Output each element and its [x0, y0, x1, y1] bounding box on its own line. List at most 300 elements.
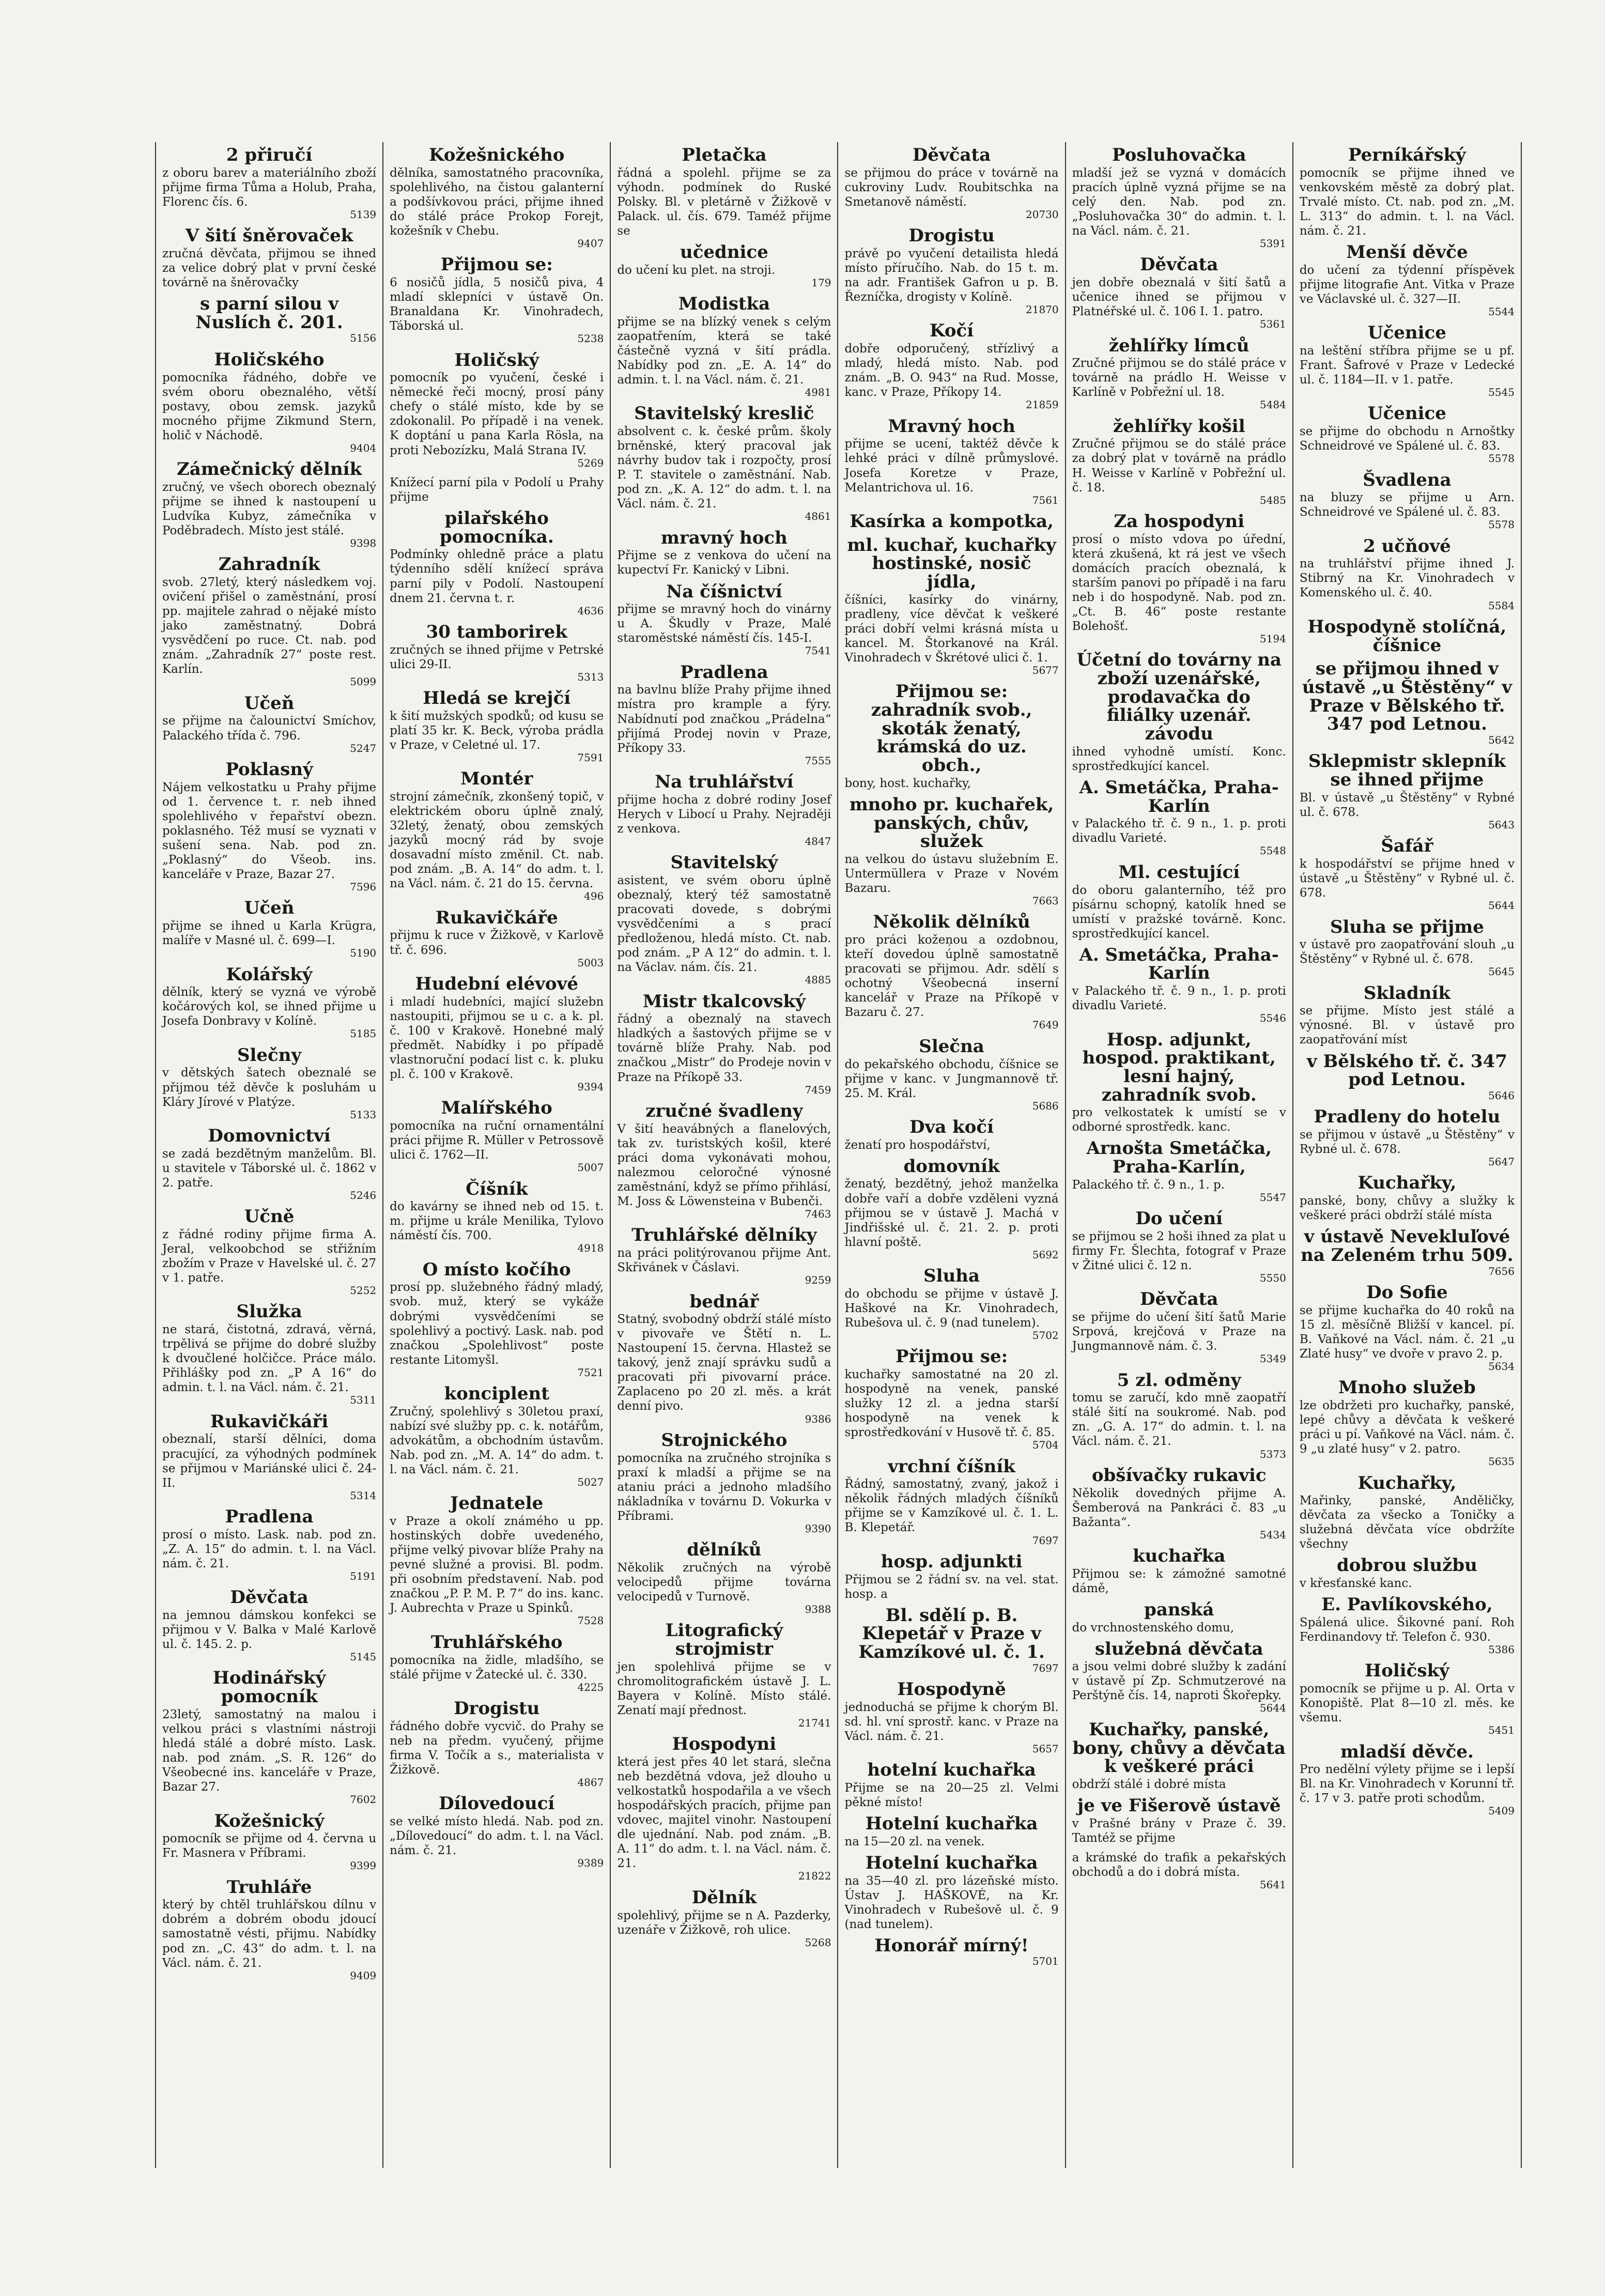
- classified-ad: [1300, 1379, 1515, 1468]
- ad-code: 4847: [805, 835, 831, 847]
- classified-ad: [844, 1553, 1058, 1601]
- classified-ad: [1072, 146, 1286, 250]
- ad-code: 5268: [805, 1936, 831, 1949]
- ad-text: Zručný, spolehlivý s 30letou praxí, nabízí své služby pp. c. k. notářům, advokátům, a obchodním ústavům. Nab. pod zn. „M. A. 14“ do adm. t. l. na Václ. nám. č. 21.: [390, 1405, 604, 1476]
- ad-heading: Truhlářského: [430, 1631, 563, 1653]
- ad-code: 5547: [1259, 1191, 1286, 1204]
- ad-text: Přijmou se: k zámožné samotné dámě,: [1072, 1567, 1286, 1595]
- ad-text: mladší jež se vyzná v domácích pracích úplně vyzná přijme se na celý den. Nab. pod zn. „Posluhovačka 30“ do admin. t. l. na Václ. nám. č. 21.: [1072, 166, 1286, 238]
- ad-text: dělník, který se vyzná ve výrobě kočárových kol, se ihned přijme u Josefa Donbravy v Kolíně.: [162, 985, 377, 1028]
- ad-heading: Kuchařky,: [1357, 1173, 1457, 1194]
- classified-ad: [162, 1508, 376, 1582]
- classified-ad: [617, 1431, 831, 1535]
- newspaper-classifieds-page: [155, 142, 1522, 2168]
- classified-ad: [844, 1937, 1058, 1968]
- classified-column-5: [1066, 142, 1293, 2168]
- ad-heading: A. Smetáčka, Praha-Karlín: [1079, 944, 1279, 984]
- ad-code: 5003: [577, 956, 604, 969]
- ad-heading: se přijmou ihned v ústavě „u Štěstěny“ v Praze v Bělského tř. 347 pod Letnou.: [1302, 658, 1512, 735]
- ad-heading: s parní silou v Nuslích č. 201.: [195, 294, 343, 333]
- classified-ad: [1300, 1474, 1515, 1552]
- classified-ad: [162, 1413, 376, 1502]
- ad-heading: konciplent: [444, 1383, 549, 1405]
- ad-heading: Sluha: [923, 1266, 980, 1287]
- ad-heading: Modistka: [678, 294, 770, 315]
- classified-ad: [390, 1700, 604, 1789]
- ad-code: 7561: [1032, 494, 1059, 506]
- ad-code: 5007: [577, 1161, 604, 1174]
- ad-text: Pro nedělní výlety přijme se i lepší Bl. na Kr. Vinohradech v Korunní tř. č. 17 v 3. patře proti schodům.: [1299, 1763, 1515, 1806]
- classified-ad: [844, 1267, 1058, 1342]
- ad-code: 7596: [350, 880, 377, 893]
- ad-heading: Švadlena: [1363, 469, 1452, 490]
- ad-heading: Dělník: [691, 1887, 757, 1908]
- ad-code: 179: [811, 276, 831, 289]
- classified-ad: [1300, 1557, 1515, 1591]
- ad-code: 5139: [350, 208, 377, 221]
- classified-ad: [390, 256, 604, 345]
- ad-heading: Ml. cestující: [1118, 861, 1240, 883]
- ad-heading: Hosp. adjunkt, hospod. praktikant, lesní hajný, zahradník svob.: [1082, 1029, 1276, 1105]
- classified-ad: [1300, 837, 1515, 912]
- classified-ad: [844, 415, 1059, 506]
- classified-ad: [1072, 1547, 1286, 1596]
- ad-text: pomocník se přijme u p. Al. Orta v Konopiště. Plat 8—10 zl. měs. ke všemu.: [1299, 1682, 1515, 1725]
- ad-text: na velkou do ústavu služebním E. Untermüllera v Praze v Novém Bazaru.: [844, 852, 1059, 896]
- ad-heading: Hledá se krejčí: [423, 688, 571, 709]
- classified-ad: [162, 1812, 376, 1872]
- classified-ad: [617, 1889, 831, 1949]
- ad-text: jen dobře obeznalá v šití šatů a učenice ihned se přijmou v Platnéřské ul. č. 106 I. 1. patro.: [1072, 276, 1286, 319]
- classified-ad: [1072, 256, 1286, 330]
- ad-code: 9409: [350, 1969, 377, 1982]
- ad-heading: Malířského: [441, 1098, 552, 1119]
- classified-ad: [844, 227, 1058, 316]
- ad-heading: Dílovedoucí: [439, 1793, 555, 1814]
- ad-heading: Slečny: [237, 1044, 302, 1066]
- classified-ad: [162, 761, 376, 893]
- ad-heading: zručné švadleny: [645, 1100, 803, 1121]
- classified-ad: [1072, 1851, 1286, 1891]
- ad-heading: Arnošta Smetáčka, Praha-Karlín,: [1086, 1138, 1272, 1178]
- classified-ad: [617, 854, 831, 986]
- classified-ad: [617, 529, 831, 578]
- ad-text: Přijme se na 20—25 zl. Velmi pěkné místo!: [844, 1781, 1059, 1810]
- classified-ad: [162, 1303, 376, 1406]
- ad-text: z řádné rodiny přijme firma A. Jeral, velkoobchod se střižním zbožím v Praze v Havelské ul. č. 27 v 1. patře.: [162, 1227, 377, 1285]
- classified-ad: [162, 1046, 376, 1121]
- ad-text: kuchařky samostatné na 20 zl. hospodyně na venek, panské služky 12 zl. a jedna starší hospodyně na venek k sprostředkování v Husově tř. č. 85.: [844, 1368, 1059, 1440]
- ad-heading: učednice: [680, 241, 768, 263]
- classified-ad: [844, 146, 1058, 221]
- ad-heading: bednář: [689, 1291, 759, 1312]
- ad-text: z oboru barev a materiálního zboží přijme firma Tůma a Holub, Praha, Florenc čís. 6.: [162, 166, 377, 209]
- ad-heading: Truhláře: [226, 1876, 312, 1898]
- ad-heading: Učenice: [1367, 403, 1446, 424]
- ad-code: 9389: [577, 1857, 604, 1870]
- ad-code: 5247: [350, 742, 377, 754]
- classified-ad: [1072, 946, 1286, 1025]
- classified-ad: [617, 295, 831, 398]
- ad-heading: Do Sofie: [1366, 1282, 1448, 1303]
- classified-ad: [390, 623, 604, 683]
- ad-text: do obchodu se přijme v ústavě J. Haškové na Kr. Vinohradech, Rubešova ul. č. 9 (nad tunelem).: [844, 1287, 1059, 1330]
- ad-heading: Učeň: [244, 692, 295, 714]
- classified-ad: [617, 583, 831, 657]
- ad-heading: Zámečnický dělník: [176, 459, 362, 480]
- ad-text: 23letý, samostatný na malou i velkou práci s vlastními nástroji hledá stálé a dobré místo. Lask. nab. pod znám. „S. R. 126“ do Všeobecné ins. kanceláře v Praze, Bazar 27.: [162, 1707, 377, 1794]
- ad-code: 5704: [1032, 1439, 1059, 1452]
- ad-text: přijme hocha z dobré rodiny Josef Herych v Libocí u Prahy. Nejraději z venkova.: [617, 793, 831, 836]
- ad-heading: Služka: [236, 1301, 302, 1322]
- ad-text: ženatý, bezdětný, jehož manželka dobře vaří a dobře vzděleni vyzná přijmou se v ústavě J. Machá v Jindřišské ul. č. 21. 2. p. proti hlavní poště.: [844, 1177, 1059, 1249]
- ad-code: 9399: [350, 1859, 377, 1872]
- ad-text: ihned vyhodně umístí. Konc. sprostředkující kancel.: [1072, 745, 1286, 773]
- classified-ad: [1300, 243, 1515, 318]
- ad-text: přijme se mravný hoch do vinárny u A. Škudly v Praze, Malé staroměstské náměstí čís. 145-I.: [617, 603, 831, 645]
- classified-ad: [844, 1681, 1058, 1755]
- ad-heading: v ústavě Nevekluľové na Zeleném trhu 509.: [1301, 1226, 1514, 1266]
- ad-text: lze obdržeti pro kuchařky, panské, lepé chůvy a děvčata k veškeré práci u pí. Vaňkové na Václ. nám. č. 9 „u zlaté husy“ v 2. patro.: [1299, 1398, 1515, 1456]
- ad-code: 5635: [1488, 1455, 1515, 1468]
- ad-code: 21741: [798, 1717, 831, 1729]
- ad-text: na práci politýrovanou přijme Ant. Skřivánek v Čáslavi.: [617, 1246, 831, 1275]
- ad-heading: Přijmou se:: [440, 254, 553, 275]
- ad-heading: E. Pavlíkovského,: [1321, 1594, 1493, 1615]
- ad-heading: Rukavičkáři: [210, 1411, 329, 1432]
- ad-code: 5647: [1488, 1155, 1515, 1168]
- ad-text: se přijmou se 2 hoši ihned za plat u firmy Fr. Šlechta, fotograf v Praze v Žitné ulici č. 12 n.: [1072, 1229, 1286, 1272]
- ad-text: prosí o místo. Lask. nab. pod zn. „Z. A. 15“ do admin. t. l. na Václ. nám. č. 21.: [162, 1528, 377, 1570]
- classified-ad: [844, 1854, 1058, 1932]
- ad-code: 5578: [1488, 518, 1515, 531]
- ad-text: se velké místo hledá. Nab. pod zn. „Dílovedoucí“ do adm. t. l. na Václ. nám. č. 21.: [390, 1814, 604, 1858]
- classified-ad: [1300, 1053, 1515, 1102]
- ad-text: Knížecí parní pila v Podolí u Prahy přijme: [390, 475, 604, 504]
- classified-ad: [617, 1541, 831, 1615]
- ad-text: prosí pp. služebného řádný mladý, svob. muž, který se vykáže dobrými vysvědčeními se spolehlivý a poctivý. Lask. nab. pod značkou „Spolehlivost“ poste restante Litomyšl.: [390, 1281, 604, 1367]
- classified-ad: [1300, 918, 1515, 978]
- ad-code: 9390: [805, 1522, 831, 1535]
- ad-code: 5546: [1259, 1012, 1286, 1025]
- ad-text: Přijme se z venkova do učení na kupectví Fr. Kanický v Libni.: [617, 549, 831, 577]
- ad-text: pro velkostatek k umístí se v odborné sprostředk. kanc.: [1072, 1106, 1286, 1134]
- ad-heading: ml. kuchař, kuchařky hostinské, nosič jídla,: [847, 534, 1056, 593]
- ad-text: ženatí pro hospodářství,: [844, 1138, 991, 1152]
- classified-ad: [162, 351, 376, 454]
- ad-text: která jest přes 40 let stará, slečna neb bezdětná vdova, jež dlouho u velkostatků hospodařila a ve všech hospodářských pracích, přijme pan vdovec, majitel vinohr. Nastoupení dle ujednání. Nab. pod znám. „B. A. 11“ do adm. t. l. na Václ. nám. č. 21.: [617, 1755, 831, 1871]
- ad-text: číšníci, kasírky do vinárny, pradleny, více děvčat k veškeré práci dobří velmi krásná místa u kancel. M. Štorkanové na Král. Vinohradech v Škrétové ulici č. 1.: [844, 593, 1059, 665]
- ad-heading: Pletačka: [682, 145, 767, 165]
- ad-text: Spálená ulice. Šikovné paní. Roh Ferdinandovy tř. Telefon č. 930.: [1299, 1615, 1515, 1644]
- ad-code: 7602: [350, 1793, 377, 1806]
- ad-heading: panská: [1144, 1599, 1214, 1620]
- classified-ad: [1072, 651, 1286, 774]
- ad-code: 4918: [577, 1242, 604, 1255]
- ad-code: 21870: [1026, 303, 1059, 316]
- ad-code: 5645: [1488, 965, 1515, 978]
- ad-text: přijme se na blízký venek s celým zaopatřením, která se také částečně vyzná v šití prádla. Nabídky pod zn. „E. A. 14“ do admin. t. l. na Václ. nám. č. 21.: [617, 315, 831, 387]
- classified-ad: [162, 899, 376, 959]
- ad-code: 7555: [805, 754, 831, 767]
- ad-heading: Děvčata: [230, 1587, 308, 1608]
- ad-text: řádná a spolehl. přijme se za výhodn. podmínek do Ruské Polsky. Bl. v pletárně v Žižkově v Palack. ul. čís. 679. Taméž přijme se: [617, 166, 831, 238]
- ad-heading: Děvčata: [912, 145, 991, 165]
- ad-text: do oboru galanterního, též pro písárnu schopný, katolík hned se umístí v pražské továrně. Konc. sprostředkující kancel.: [1072, 883, 1286, 941]
- ad-heading: Dva kočí: [909, 1117, 994, 1138]
- classified-ad: [844, 1607, 1058, 1674]
- ad-code: 496: [584, 890, 604, 903]
- ad-heading: Hotelní kuchařka: [865, 1852, 1038, 1873]
- ad-code: 5194: [1259, 633, 1286, 645]
- ad-heading: kuchařka: [1133, 1546, 1226, 1567]
- ad-heading: Pradlena: [680, 661, 768, 683]
- classified-ad: [617, 1293, 831, 1425]
- ad-code: 5434: [1259, 1528, 1286, 1541]
- ad-heading: domovník: [903, 1155, 1000, 1177]
- classified-ad: [390, 975, 604, 1093]
- ad-code: 5451: [1488, 1724, 1515, 1737]
- classified-ad: [162, 1669, 376, 1806]
- ad-heading: žehlířky límců: [1108, 335, 1249, 356]
- ad-heading: Kolářský: [226, 964, 313, 985]
- ad-heading: služebná děvčata: [1094, 1638, 1263, 1659]
- ad-code: 5692: [1032, 1248, 1059, 1261]
- ad-code: 9404: [350, 441, 377, 454]
- classified-ad: [617, 243, 831, 289]
- classified-ad: [1300, 324, 1515, 398]
- ad-code: 5311: [350, 1394, 377, 1407]
- ad-code: 4636: [577, 604, 604, 617]
- ad-text: pro práci kožeņou a ozdobnou, kteří dovedou úplně samostatně pracovati se přijmou. Adr. sdělí s ochotný Všeobecná inserní kancelář v Praze na Příkopě v Bazaru č. 27.: [844, 933, 1059, 1020]
- classified-ad: [1300, 1662, 1515, 1736]
- ad-text: Přijmou se 2 řádní sv. na vel. stat. hosp. a: [844, 1573, 1059, 1601]
- ad-text: do pekařského obchodu, číšnice se přijme v kanc. v Jungmannově tř. 25. M. Král.: [844, 1057, 1059, 1100]
- ad-text: i mladí hudebníci, mající služebn nastoupiti, přijmou se u c. a k. pl. č. 100 v Krakově. Honebné malý předmět. Nabídky i po případě vlastnoruční podací list c. k. pluku pl. č. 100 v Krakově.: [390, 995, 604, 1081]
- classified-ad: [1300, 660, 1515, 746]
- ad-code: 5099: [350, 675, 377, 688]
- ad-code: 5156: [350, 332, 377, 345]
- ad-heading: Skladník: [1363, 982, 1450, 1004]
- ad-code: 5269: [577, 456, 604, 469]
- ad-heading: mravný hoch: [661, 527, 788, 548]
- classified-ad: [1072, 861, 1286, 941]
- classified-ad: [844, 1458, 1058, 1547]
- ad-code: 7649: [1032, 1019, 1059, 1031]
- classified-ad: [390, 1631, 604, 1693]
- ad-heading: Drogistu: [454, 1698, 540, 1719]
- ad-heading: Učeň: [244, 898, 295, 919]
- ad-code: 5027: [577, 1476, 604, 1489]
- classified-ad: [162, 692, 377, 754]
- ad-text: řádného dobře vycvič. do Prahy se neb na předm. vyučený, přijme firma V. Točík a s., materialista v Žižkově.: [390, 1719, 604, 1777]
- ad-code: 7656: [1488, 1265, 1515, 1277]
- ad-text: asistent, ve svém oboru úplně obeznalý, který též samostatně pracovati dovede, s dobrými vysvědčeními a s prací předloženou, hledá místo. Ct. nab. pod znám. „P A 12“ do admin. t. l. na Václav. nám. čís. 21.: [617, 873, 831, 975]
- classified-ad: [1300, 618, 1515, 655]
- ad-text: Řádný, samostatný, zvaný, jakož i několik řádných mladých číšníků přijme se v Kamzíkové ul. č. 1. L. B. Klepetář.: [844, 1477, 1059, 1535]
- classified-ad: [1072, 779, 1286, 857]
- classified-ad: [1072, 1210, 1286, 1284]
- ad-heading: Poklasný: [225, 759, 313, 780]
- ad-text: jednoduchá se přijme k chorým Bl. sd. hl. vní sprostř. kanc. v Praze na Václ. nám. č. 21.: [844, 1700, 1059, 1743]
- classified-ad: [390, 1795, 604, 1869]
- ad-code: 5548: [1259, 844, 1286, 857]
- ad-text: na bluzy se přijme u Arn. Schneidrové ve Spálené ul. č. 83.: [1299, 491, 1515, 519]
- classified-ad: [162, 146, 376, 221]
- ad-heading: hotelní kuchařka: [867, 1760, 1036, 1781]
- ad-code: 5702: [1032, 1329, 1059, 1342]
- ad-heading: 30 tamborirek: [426, 621, 567, 642]
- ad-text: zručný, ve všech oborech obeznalý přijme se ihned k nastoupení u Ludvíka Kubyz, zámečníka v Poděbradech. Místo jest stálé.: [162, 480, 377, 537]
- ad-heading: Truhlářské dělníky: [631, 1225, 817, 1246]
- classified-ad: [1072, 1640, 1286, 1715]
- classified-column-4: [838, 142, 1066, 2168]
- classified-ad: [162, 1208, 376, 1297]
- classified-ad: [844, 1038, 1058, 1112]
- ad-heading: obšívačky rukavic: [1091, 1465, 1267, 1486]
- ad-text: se přijmou v ústavě „u Štěstěny“ v Rybné ul. č. 678.: [1299, 1128, 1515, 1157]
- ad-code: 5641: [1259, 1878, 1286, 1891]
- ad-text: Palackého tř. č. 9 n., 1. p.: [1072, 1178, 1225, 1192]
- classified-ad: [162, 1878, 376, 1982]
- ad-code: 5643: [1488, 818, 1515, 831]
- ad-heading: Strojnického: [661, 1429, 788, 1451]
- ad-text: panské, bony, chůvy a služky k veškeré práci obdrží stálé místa: [1299, 1194, 1515, 1223]
- ad-text: svob. 27letý, který následkem voj. ovičení přišel o zaměstnání, prosí pp. majitele zahrad o nějaké místo jako zaměstnatný. Dobrá vysvědčení po ruce. Ct. nab. pod znám. „Zahradník 27“ poste rest. Karlín.: [162, 576, 377, 676]
- ad-heading: Slečna: [919, 1036, 984, 1057]
- classified-ad: [1072, 1290, 1286, 1365]
- classified-ad: [1072, 415, 1286, 506]
- ad-text: ne stará, čistotná, zdravá, věrná, trpělivá se přijme do dobré služby k dvoučlené holčičce. Práce málo. Přihlášky pod zn. „P A 16“ do admin. t. l. na Václ. nám. č. 21.: [162, 1323, 377, 1395]
- classified-ad: [390, 1180, 604, 1255]
- ad-code: 9386: [805, 1412, 831, 1425]
- ad-text: absolvent c. k. české prům. školy brněnské, který pracoval jak návrhy budov tak i rozpočty, prosí P. T. stavitele o zaměstnání. Nab. pod zn. „K. A. 12“ do adm. t. l. na Václ. nám. č. 21.: [617, 425, 831, 511]
- ad-heading: mladší děvče.: [1340, 1741, 1474, 1762]
- ad-heading: Přijmou se:: [895, 1346, 1008, 1367]
- ad-heading: V šití šněrovaček: [185, 225, 353, 246]
- ad-heading: 2 přiručí: [226, 145, 313, 165]
- ad-heading: dobrou službu: [1336, 1555, 1477, 1576]
- classified-ad: [844, 1815, 1058, 1849]
- ad-text: řádný a obeznalý na stavech hladkých a šastových přijme se v továrně blíže Prahy. Nab. pod značkou „Mistr“ do Prodeje novin v Praze na Příkopě 33.: [617, 1012, 831, 1084]
- ad-text: se přijme na čalounictví Smíchov, Palackého třída č. 796.: [162, 714, 377, 743]
- ad-text: tomu se zaručí, kdo mně zaopatří stálé šití na soukromé. Nab. pod zn. „G. A. 17“ do admin. t. l. na Václ. nám. č. 21.: [1072, 1391, 1286, 1449]
- ad-text: 6 nosičů jídla, 5 nosičů piva, 4 mladí sklepníci v ústavě On. Branaldana Kr. Vinohradech, Táborská ul.: [390, 276, 604, 333]
- classified-ad: [162, 1589, 376, 1663]
- ad-heading: Menší děvče: [1346, 241, 1468, 263]
- ad-text: do učení ku plet. na stroji.: [617, 263, 776, 277]
- ad-text: do učení za týdenní příspěvek přijme litografie Ant. Vitka v Praze ve Václavské ul. č. 327—II.: [1299, 263, 1515, 306]
- ad-heading: Kočí: [930, 320, 974, 342]
- ad-heading: Litografický strojmistr: [665, 1620, 783, 1660]
- ad-text: v Prašné brány v Praze č. 39. Tamtéž se přijme: [1072, 1816, 1286, 1845]
- ad-text: na leštění stříbra přijme se u pf. Frant. Šafrové v Praze v Ledecké ul. č. 1184—II. v 1. patře.: [1299, 344, 1515, 387]
- ad-text: k hospodářství se přijme hned v ústavě „u Štěstěny“ v Rybné ul. č. 678.: [1299, 857, 1515, 900]
- ad-heading: Pradlena: [225, 1506, 314, 1528]
- classified-ad: [1300, 146, 1515, 238]
- classified-ad: [1300, 1108, 1515, 1168]
- classified-ad: [1072, 1369, 1286, 1460]
- ad-heading: Jednatele: [450, 1493, 544, 1514]
- ad-text: se přijme do učení šití šatů Marie Srpová, krejčová v Praze na Jungmannově nám. č. 3.: [1072, 1311, 1286, 1353]
- classified-ad: [844, 322, 1058, 411]
- classified-column-3: [611, 142, 838, 2168]
- ad-heading: Mravný hoch: [888, 415, 1015, 437]
- ad-code: 5391: [1259, 237, 1286, 250]
- ad-heading: Sklepmistr sklepník se ihned přijme: [1308, 751, 1506, 791]
- classified-ad: [1072, 337, 1286, 411]
- ad-text: Podmínky ohledně práce a platu týdenního sdělí knížecí správa parní pily v Podolí. Nastoupení dnem 21. června t. r.: [390, 548, 604, 605]
- classified-ad: [1300, 984, 1515, 1047]
- ad-text: do kavárny se ihned neb od 15. t. m. přijme u krále Menilika, Tylovo náměstí čís. 700.: [390, 1200, 604, 1243]
- classified-ad: [390, 475, 604, 504]
- ad-heading: Kuchařky,: [1357, 1472, 1457, 1493]
- ad-text: v dětských šatech obeznalé se přijmou též děvče k posluhám u Kláry Jírové v Platýze.: [162, 1066, 377, 1109]
- classified-ad: [617, 993, 831, 1096]
- ad-code: 5657: [1032, 1742, 1059, 1755]
- ad-code: 4225: [577, 1681, 604, 1693]
- ad-heading: Hodinářský pomocník: [212, 1668, 326, 1707]
- ad-text: v Palackého tř. č. 9 n., 1. p. proti divadlu Varieté.: [1072, 817, 1286, 845]
- classified-ad: [1300, 471, 1515, 531]
- classified-ad: [1072, 1139, 1286, 1204]
- classified-ad: [844, 1155, 1059, 1261]
- ad-text: pomocník se přijme ihned ve venkovském městě za dobrý plat. Trvalé místo. Ct. nab. pod zn. „M. L. 313“ do admin. t. l. na Václ. nám. č. 21.: [1299, 166, 1515, 238]
- classified-ad: [617, 146, 831, 238]
- classified-ad: [1300, 1174, 1515, 1223]
- ad-heading: v Bělského tř. č. 347 pod Letnou.: [1306, 1051, 1507, 1090]
- classified-ad: [162, 1127, 376, 1201]
- ad-heading: Perníkářský: [1348, 145, 1466, 165]
- ad-code: 4861: [805, 510, 831, 523]
- classified-ad: [162, 966, 376, 1040]
- ad-text: se přijme. Místo jest stálé a výnosné. Bl. v ústavě pro zaopatřování míst: [1299, 1004, 1515, 1047]
- ad-heading: Domovnictví: [208, 1125, 331, 1146]
- ad-heading: Učenice: [1367, 322, 1446, 344]
- ad-text: se přijmou do práce v továrně na cukroviny Ludv. Roubitschka na Smetanově náměstí.: [844, 166, 1059, 209]
- ad-heading: Zahradník: [218, 554, 320, 575]
- ad-text: na bavlnu blíže Prahy přijme ihned místra pro krample a fýry. Nabídnutí pod značkou „Prádelna“ přijímá Prodej novin v Praze, Příkopy 33.: [617, 683, 831, 755]
- ad-code: 5550: [1259, 1272, 1286, 1285]
- ad-heading: Kasírka a kompotka,: [850, 511, 1054, 532]
- classified-ad: [1300, 537, 1515, 612]
- ad-text: prosí o místo vdova po úřední, která zkušená, kt rá jest ve všech domácích pracích obeznalá, k starším panovi po případě i na faru neb i do hospodyně. Nab. pod zn. „Ct. B. 46“ poste restante Bolehošť.: [1072, 532, 1286, 633]
- classified-ad: [617, 1226, 831, 1286]
- ad-text: a krámské do trafik a pekařských obchodů a do i dobrá místa.: [1072, 1851, 1286, 1879]
- ad-heading: Děvčata: [1140, 1289, 1218, 1310]
- ad-heading: Na truhlářství: [655, 772, 794, 793]
- ad-code: 5701: [1032, 1955, 1059, 1968]
- ad-text: Bl. v ústavě „u Štěstěny“ v Rybné ul. č. 678.: [1299, 791, 1515, 819]
- ad-heading: Stavitelský kreslič: [634, 403, 814, 424]
- ad-text: strojní zámečník, zkonšený topič, v elektrickém oboru úplně znalý, 32letý, ženatý, obou zemských jazyků mocný rád by svoje dosavadní místo změnil. Ct. nab. pod znám. „B. A. 14“ do adm. t. l. na Václ. nám. č. 21 do 15. června.: [390, 790, 604, 891]
- ad-heading: dělníků: [687, 1539, 762, 1561]
- classified-ad: [162, 460, 376, 549]
- classified-column-1: [156, 142, 383, 2168]
- ad-text: Nájem velkostatku u Prahy přijme od 1. července t. r. neb ihned spolehlivého v řepařství obezn. poklasného. Též musí se vyznati v sušení sena. Nab. pod zn. „Poklasný“ do Všeob. ins. kanceláře v Praze, Bazar 27.: [162, 780, 377, 881]
- classified-ad: [1300, 1228, 1515, 1277]
- ad-code: 5190: [350, 947, 377, 960]
- ad-code: 5238: [577, 332, 604, 345]
- ad-code: 21822: [798, 1870, 831, 1883]
- ad-text: se zadá bezdětným manželům. Bl. u stavitele v Táborské ul. č. 1862 v 2. patře.: [162, 1147, 377, 1190]
- ad-text: pomocník se přijme od 4. června u Fr. Masnera v Příbrami.: [162, 1832, 377, 1860]
- ad-heading: Několik dělníků: [873, 912, 1030, 933]
- ad-heading: Mnoho služeb: [1338, 1377, 1476, 1398]
- ad-text: a jsou velmi dobré služby k zadání v ústavě pí Zp. Schmutzerové na Perštýně čís. 14, naproti Škořepky.: [1072, 1660, 1286, 1703]
- classified-ad: [390, 146, 604, 250]
- ad-text: v Praze a okolí známého u pp. hostinských dobře uvedeného, přijme velký pivovar blíže Prahy na pevné služné a provisi. Bl. podm. při osobním představení. Nab. pod značkou „P. P. M. P. 7“ do ins. kanc. J. Aubrechta v Praze u Spinků.: [390, 1515, 604, 1615]
